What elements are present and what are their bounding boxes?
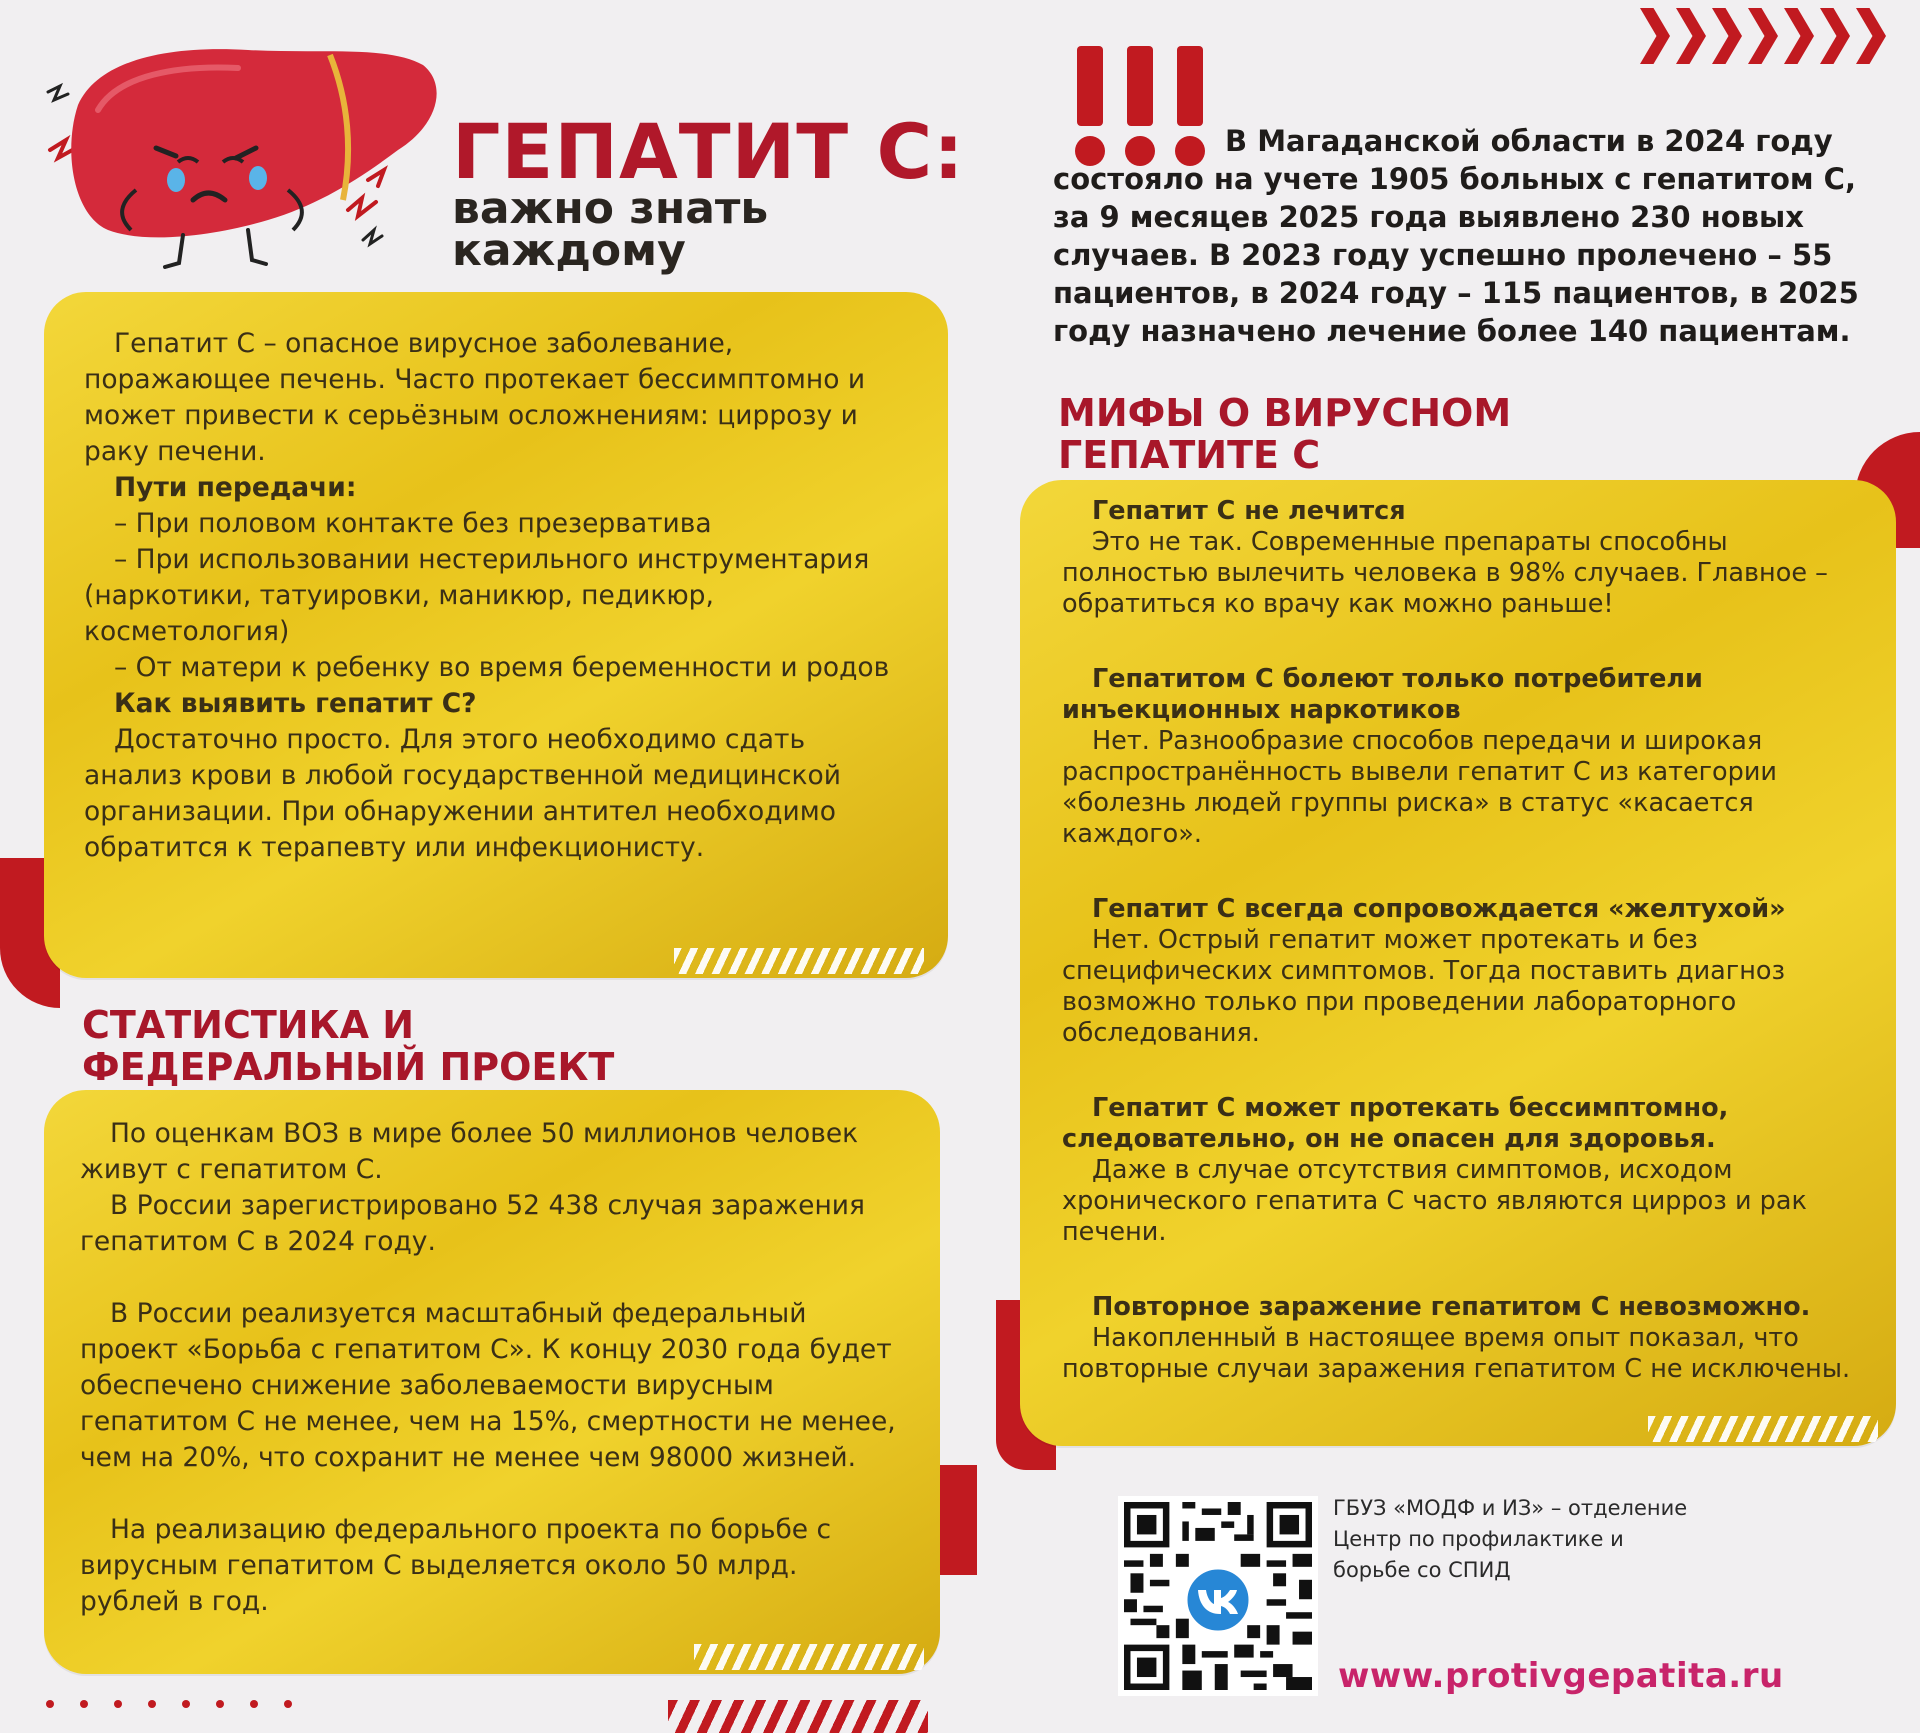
myths-section-heading: МИФЫ О ВИРУСНОМ ГЕПАТИТЕ С [1058, 391, 1512, 477]
myth-text: Накопленный в настоящее время опыт показал, что повторные случаи заражения гепатитом С не исключены. [1062, 1323, 1851, 1384]
dots-decor [46, 1700, 292, 1708]
bottom-red-stripes-decor [668, 1700, 928, 1733]
vk-logo-icon [1184, 1566, 1252, 1634]
myth-title: Гепатит С не лечится [1092, 496, 1406, 526]
myths-panel [1020, 480, 1896, 1446]
stats-text: В России зарегистрировано 52 438 случая заражения гепатитом С в 2024 году. [80, 1190, 865, 1257]
panel-stripes-decor [674, 948, 924, 974]
page-subtitle: важно знать каждому [452, 183, 769, 276]
stats-text: По оценкам ВОЗ в мире более 50 миллионов человек живут с гепатитом С. [80, 1118, 859, 1185]
myth-text: Нет. Разнообразие способов передачи и широкая распространённость вывели гепатит С из категории «болезнь людей группы риска» в статус «касается каждого». [1062, 726, 1777, 849]
page-title: ГЕПАТИТ С: [452, 107, 965, 196]
myth-text: Это не так. Современные препараты способны полностью вылечить человека в 98% случаев. Главное – обратиться ко врачу как можно раньше! [1062, 527, 1828, 619]
panel-stripes-decor [1648, 1416, 1878, 1442]
panel-stripes-decor [694, 1644, 924, 1670]
regional-stats-text: В Магаданской области в 2024 году состояло на учете 1905 больных с гепатитом С, за 9 месяцев 2025 года выявлено 230 новых случаев. В 2023 году успешно пролечено – 55 пациентов, в 2024 году – 115 пациентов, в 2025 году назначено лечение более 140 пациентам. [1053, 124, 1859, 348]
myth-title: Гепатитом С болеют только потребители инъекционных наркотиков [1062, 664, 1703, 725]
myth-title: Повторное заражение гепатитом С невозможно. [1092, 1292, 1811, 1322]
sad-liver-mascot-icon [18, 30, 448, 270]
organization-name: ГБУЗ «МОДФ и ИЗ» – отделение Центр по профилактике и борьбе со СПИД [1333, 1496, 1688, 1582]
myth-title: Гепатит С всегда сопровождается «желтухой» [1092, 894, 1786, 924]
detect-text: Достаточно просто. Для этого необходимо сдать анализ крови в любой государственной медицинской организации. При обнаружении антител необходимо обратится к терапевту или инфекционисту. [84, 724, 841, 863]
transmission-item: – От матери к ребенку во время беременности и родов [114, 652, 890, 683]
chevrons-decor [1640, 8, 1886, 64]
detect-title: Как выявить гепатит С? [114, 688, 477, 719]
transmission-title: Пути передачи: [114, 472, 357, 503]
stats-panel [44, 1090, 940, 1674]
about-hepatitis-panel [44, 292, 948, 978]
funding-text: На реализацию федерального проекта по борьбе с вирусным гепатитом С выделяется около 50 млрд. рублей в год. [80, 1514, 832, 1617]
about-text: Гепатит С – опасное вирусное заболевание, поражающее печень. Часто протекает бессимптомно и может привести к серьёзным осложнениям: циррозу и раку печени. [84, 328, 866, 467]
myth-text: Даже в случае отсутствия симптомов, исходом хронического гепатита С часто являются цирроз и рак печени. [1062, 1155, 1807, 1247]
website-link[interactable]: www.protivgepatita.ru [1338, 1656, 1784, 1696]
myth-title: Гепатит С может протекать бессимптомно, следовательно, он не опасен для здоровья. [1062, 1093, 1729, 1154]
stats-section-heading: СТАТИСТИКА И ФЕДЕРАЛЬНЫЙ ПРОЕКТ [82, 1003, 615, 1089]
myth-text: Нет. Острый гепатит может протекать и без специфических симптомов. Тогда поставить диагноз возможно только при проведении лабораторного обследования. [1062, 925, 1786, 1048]
transmission-item: – При использовании нестерильного инструментария (наркотики, татуировки, маникюр, педикюр, косметология) [84, 544, 870, 647]
qr-code-icon[interactable] [1118, 1496, 1318, 1696]
federal-project-text: В России реализуется масштабный федеральный проект «Борьба с гепатитом С». К концу 2030 года будет обеспечено снижение заболеваемости вирусным гепатитом С не менее, чем на 15%, смертности не менее, чем на 20%, что сохранит не менее чем 98000 жизней. [80, 1298, 896, 1473]
transmission-item: – При половом контакте без презерватива [114, 508, 712, 539]
